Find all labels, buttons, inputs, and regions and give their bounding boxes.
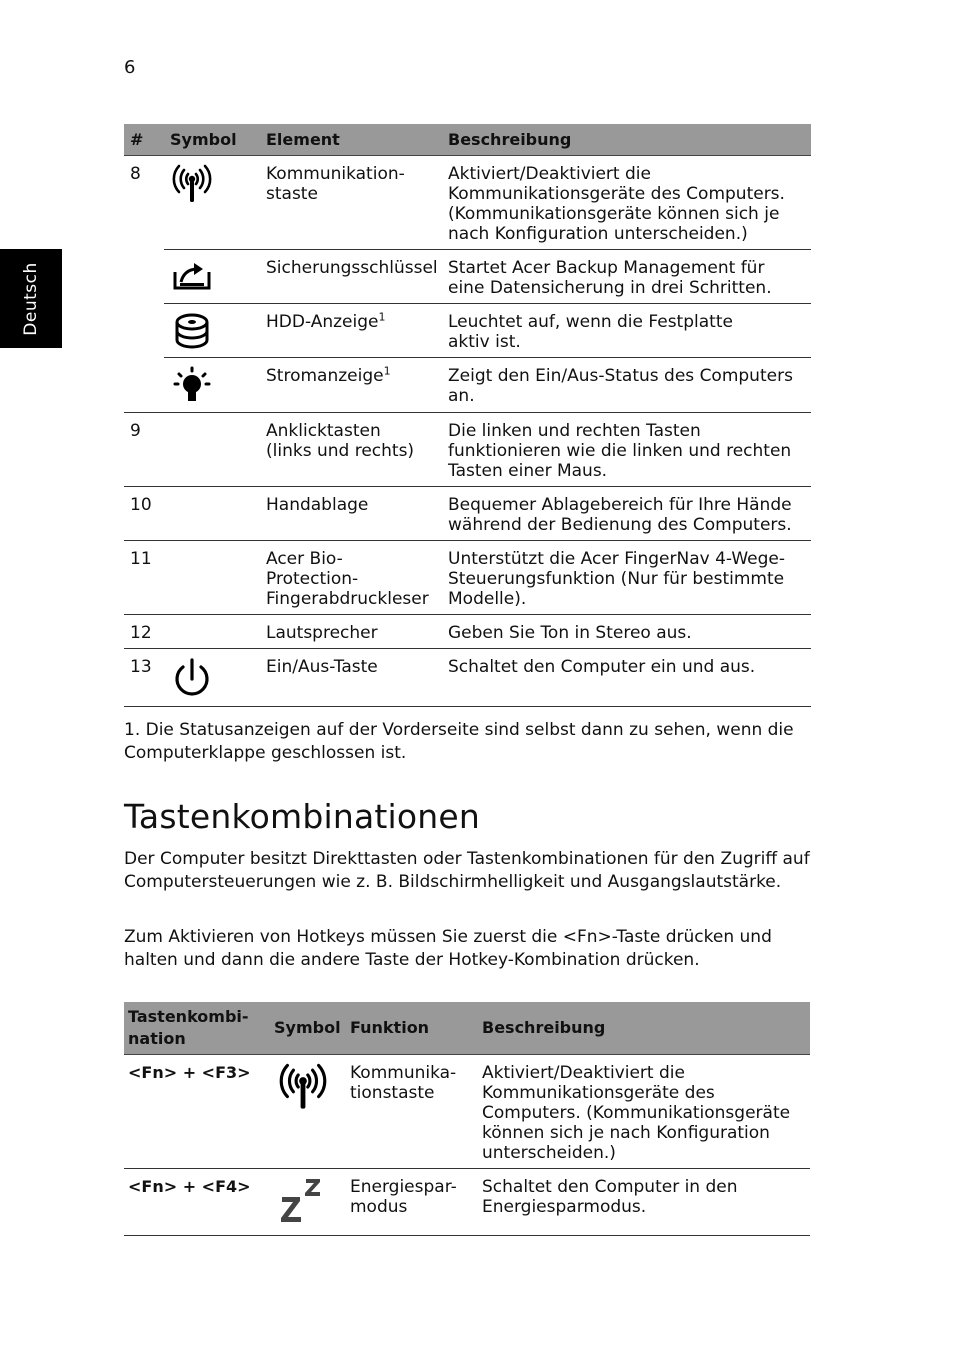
row-num: 12 xyxy=(124,615,164,649)
row-symbol xyxy=(164,156,260,250)
row-num: 10 xyxy=(124,487,164,541)
hotkey-description: Schaltet den Computer in den Energiesparmodus. xyxy=(476,1169,810,1236)
section-title: Tastenkombinationen xyxy=(124,797,481,836)
footnote: 1. Die Statusanzeigen auf der Vorderseite sind selbst dann zu sehen, wenn die Computerklappe geschlossen ist. xyxy=(124,720,794,763)
table-row xyxy=(124,487,811,541)
table-row xyxy=(124,358,811,413)
table-row xyxy=(124,649,811,707)
row-symbol xyxy=(164,649,260,707)
row-description: Unterstützt die Acer FingerNav 4-Wege-Steuerungsfunktion (Nur für bestimmte Modelle). xyxy=(442,541,811,615)
hotkey-symbol xyxy=(270,1169,344,1236)
row-num: 13 xyxy=(124,649,164,707)
table-row xyxy=(124,541,811,615)
power-light-icon xyxy=(170,366,214,406)
header-num: # xyxy=(124,124,164,156)
row-symbol xyxy=(164,413,260,487)
row-symbol xyxy=(164,487,260,541)
row-num: 11 xyxy=(124,541,164,615)
element-label: HDD-Anzeige xyxy=(266,312,379,332)
hotkey-symbol xyxy=(270,1055,344,1169)
components-table-header xyxy=(124,124,811,156)
table-row xyxy=(124,250,811,304)
table-row xyxy=(124,1169,810,1236)
components-table xyxy=(124,124,811,707)
row-element xyxy=(260,358,442,413)
header-combo: Tastenkombi- nation xyxy=(124,1002,270,1055)
row-symbol xyxy=(164,250,260,304)
row-description: Startet Acer Backup Management für eine Datensicherung in drei Schritten. xyxy=(442,250,811,304)
hotkey-function: Kommunika- tionstaste xyxy=(344,1055,476,1169)
hotkey-combo: <Fn> + <F3> xyxy=(124,1055,270,1169)
row-description: Bequemer Ablagebereich für Ihre Hände während der Bedienung des Computers. xyxy=(442,487,811,541)
header-symbol: Symbol xyxy=(164,124,260,156)
row-num: 9 xyxy=(124,413,164,487)
row-num xyxy=(124,250,164,304)
table-row xyxy=(124,413,811,487)
table-row xyxy=(124,156,811,250)
row-element: Acer Bio- Protection- Fingerabdruckleser xyxy=(260,541,442,615)
hdd-icon xyxy=(170,312,214,352)
row-symbol xyxy=(164,358,260,413)
table-row xyxy=(124,304,811,358)
row-element xyxy=(260,304,442,358)
sleep-icon xyxy=(276,1177,326,1225)
row-symbol xyxy=(164,615,260,649)
row-description: Geben Sie Ton in Stereo aus. xyxy=(442,615,811,649)
side-tab-label: Deutsch xyxy=(21,262,41,336)
row-element: Kommunikation- staste xyxy=(260,156,442,250)
language-side-tab xyxy=(0,249,62,348)
row-element: Lautsprecher xyxy=(260,615,442,649)
row-element: Anklicktasten (links und rechts) xyxy=(260,413,442,487)
header-symbol: Symbol xyxy=(270,1002,344,1055)
row-element: Sicherungsschlüssel xyxy=(260,250,442,304)
hotkey-instructions: Zum Aktivieren von Hotkeys müssen Sie zuerst die <Fn>-Taste drücken und halten und dann die andere Taste der Hotkey-Kombination drücken. xyxy=(124,927,772,970)
footnote-marker: 1 xyxy=(383,364,391,378)
hotkey-description: Aktiviert/Deaktiviert die Kommunikationsgeräte des Computers. (Kommunikationsgeräte können sich je nach Konfiguration unterscheiden.) xyxy=(476,1055,810,1169)
hotkey-function: Energiespar- modus xyxy=(344,1169,476,1236)
header-element: Element xyxy=(260,124,442,156)
row-description: Die linken und rechten Tasten funktionieren wie die linken und rechten Tasten einer Maus. xyxy=(442,413,811,487)
header-description: Beschreibung xyxy=(476,1002,810,1055)
row-num xyxy=(124,358,164,413)
wireless-icon xyxy=(276,1063,330,1111)
wireless-icon xyxy=(170,164,214,204)
backup-icon xyxy=(170,258,214,292)
row-symbol xyxy=(164,541,260,615)
row-description: Schaltet den Computer ein und aus. xyxy=(442,649,811,707)
row-num xyxy=(124,304,164,358)
row-symbol xyxy=(164,304,260,358)
hotkey-table-header xyxy=(124,1002,810,1055)
footnote-marker: 1 xyxy=(378,310,386,324)
header-function: Funktion xyxy=(344,1002,476,1055)
row-description: Aktiviert/Deaktiviert die Kommunikationsgeräte des Computers. (Kommunikationsgeräte können sich je nach Konfiguration unterscheiden.) xyxy=(442,156,811,250)
table-row xyxy=(124,1055,810,1169)
row-num: 8 xyxy=(130,164,141,184)
element-label: Stromanzeige xyxy=(266,366,384,386)
row-description: Zeigt den Ein/Aus-Status des Computers an. xyxy=(442,358,811,413)
hotkey-table xyxy=(124,1002,810,1236)
header-description: Beschreibung xyxy=(442,124,811,156)
row-element: Ein/Aus-Taste xyxy=(260,649,442,707)
row-description: Leuchtet auf, wenn die Festplatte aktiv ist. xyxy=(442,304,811,358)
row-element: Handablage xyxy=(260,487,442,541)
hotkey-combo: <Fn> + <F4> xyxy=(124,1169,270,1236)
table-row xyxy=(124,615,811,649)
power-button-icon xyxy=(170,657,214,701)
page-number: 6 xyxy=(124,57,136,78)
intro-paragraph: Der Computer besitzt Direkttasten oder Tastenkombinationen für den Zugriff auf Computersteuerungen wie z. B. Bildschirmhelligkeit und Ausgangslautstärke. xyxy=(124,849,810,892)
